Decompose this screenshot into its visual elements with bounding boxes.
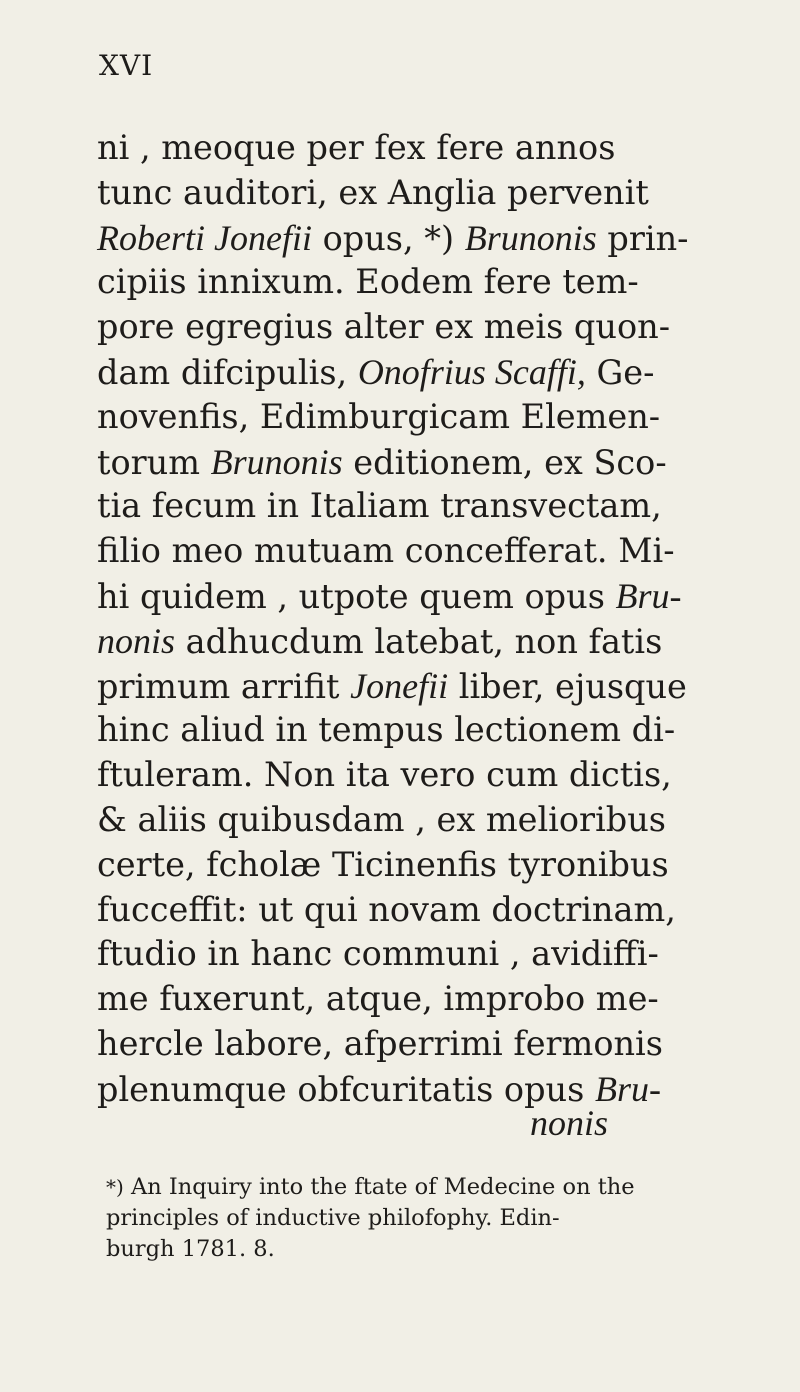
text-line	[97, 574, 697, 619]
text-line	[97, 843, 697, 888]
text-line	[97, 171, 697, 216]
text-line	[97, 260, 697, 305]
roman-text: & aliis quibusdam , ex melioribus	[97, 799, 666, 839]
text-line	[97, 484, 697, 529]
roman-text: opus, *)	[311, 218, 465, 258]
page-number: XVI	[99, 49, 154, 82]
roman-text: hercle labore, afperrimi fermonis	[97, 1023, 663, 1063]
roman-text: Ge-	[585, 352, 655, 392]
roman-text: certe, fcholæ Ticinenfis tyronibus	[97, 844, 669, 884]
text-line	[97, 1022, 697, 1067]
roman-text: editionem, ex Sco-	[342, 442, 667, 482]
text-line	[97, 888, 697, 933]
text-line	[97, 708, 697, 753]
text-line	[97, 798, 697, 843]
text-line	[97, 216, 697, 261]
roman-text: hi quidem , utpote quem opus	[97, 576, 616, 616]
roman-text: cipiis innixum. Eodem fere tem-	[97, 262, 639, 302]
text-line	[97, 395, 697, 440]
text-line	[97, 305, 697, 350]
text-line	[97, 440, 697, 485]
text-line	[97, 932, 697, 977]
italic-text: Roberti Jonefii	[97, 217, 312, 258]
roman-text: filio meo mutuam concefferat. Mi-	[97, 531, 675, 571]
text-line	[97, 664, 697, 709]
text-line	[97, 977, 697, 1022]
italic-text: Bru-	[594, 1068, 661, 1109]
roman-text: pore egregius alter ex meis quon-	[97, 307, 671, 347]
text-line	[97, 753, 697, 798]
roman-text: hinc aliud in tempus lectionem di-	[97, 710, 676, 750]
roman-text: novenfis, Edimburgicam Elemen-	[97, 396, 661, 436]
roman-text: fucceffit: ut qui novam doctrinam,	[97, 889, 676, 929]
roman-text: ftudio in hanc communi , avidiffi-	[97, 934, 659, 974]
footnote	[106, 1172, 746, 1265]
roman-text: adhucdum latebat, non fatis	[175, 621, 663, 661]
text-line	[97, 126, 697, 171]
roman-text: primum arrifit	[97, 666, 351, 706]
roman-text: prin-	[596, 218, 689, 258]
footnote-marker: *)	[106, 1175, 124, 1199]
roman-text: liber, ejusque	[448, 666, 687, 706]
footnote-line: burgh 1781. 8.	[106, 1236, 275, 1262]
italic-text: Jonefii	[350, 665, 449, 706]
body-text	[97, 126, 697, 1112]
roman-text: torum	[97, 442, 211, 482]
text-line	[97, 350, 697, 395]
roman-text: ftuleram. Non ita vero cum dictis,	[97, 755, 672, 795]
footnote-line: principles of inductive philofophy. Edin-	[106, 1205, 560, 1231]
catchword: nonis	[530, 1103, 609, 1143]
italic-text: Brunonis	[210, 441, 343, 482]
italic-text: Onofrius Scaffi,	[357, 351, 586, 392]
text-line	[97, 529, 697, 574]
roman-text: plenumque obfcuritatis opus	[97, 1069, 595, 1109]
footnote-line	[106, 1172, 746, 1203]
roman-text: me fuxerunt, atque, improbo me-	[97, 979, 659, 1019]
roman-text: tunc auditori, ex Anglia pervenit	[97, 172, 649, 212]
italic-text: nonis	[97, 620, 176, 661]
roman-text: tia fecum in Italiam transvectam,	[97, 486, 662, 526]
roman-text: ni , meoque per fex fere annos	[97, 128, 616, 167]
roman-text: dam difcipulis,	[97, 352, 358, 392]
italic-text: Brunonis	[464, 217, 597, 258]
footnote-text: An Inquiry into the ftate of Medecine on the	[130, 1174, 635, 1200]
text-line	[97, 619, 697, 664]
italic-text: Bru-	[615, 575, 682, 616]
